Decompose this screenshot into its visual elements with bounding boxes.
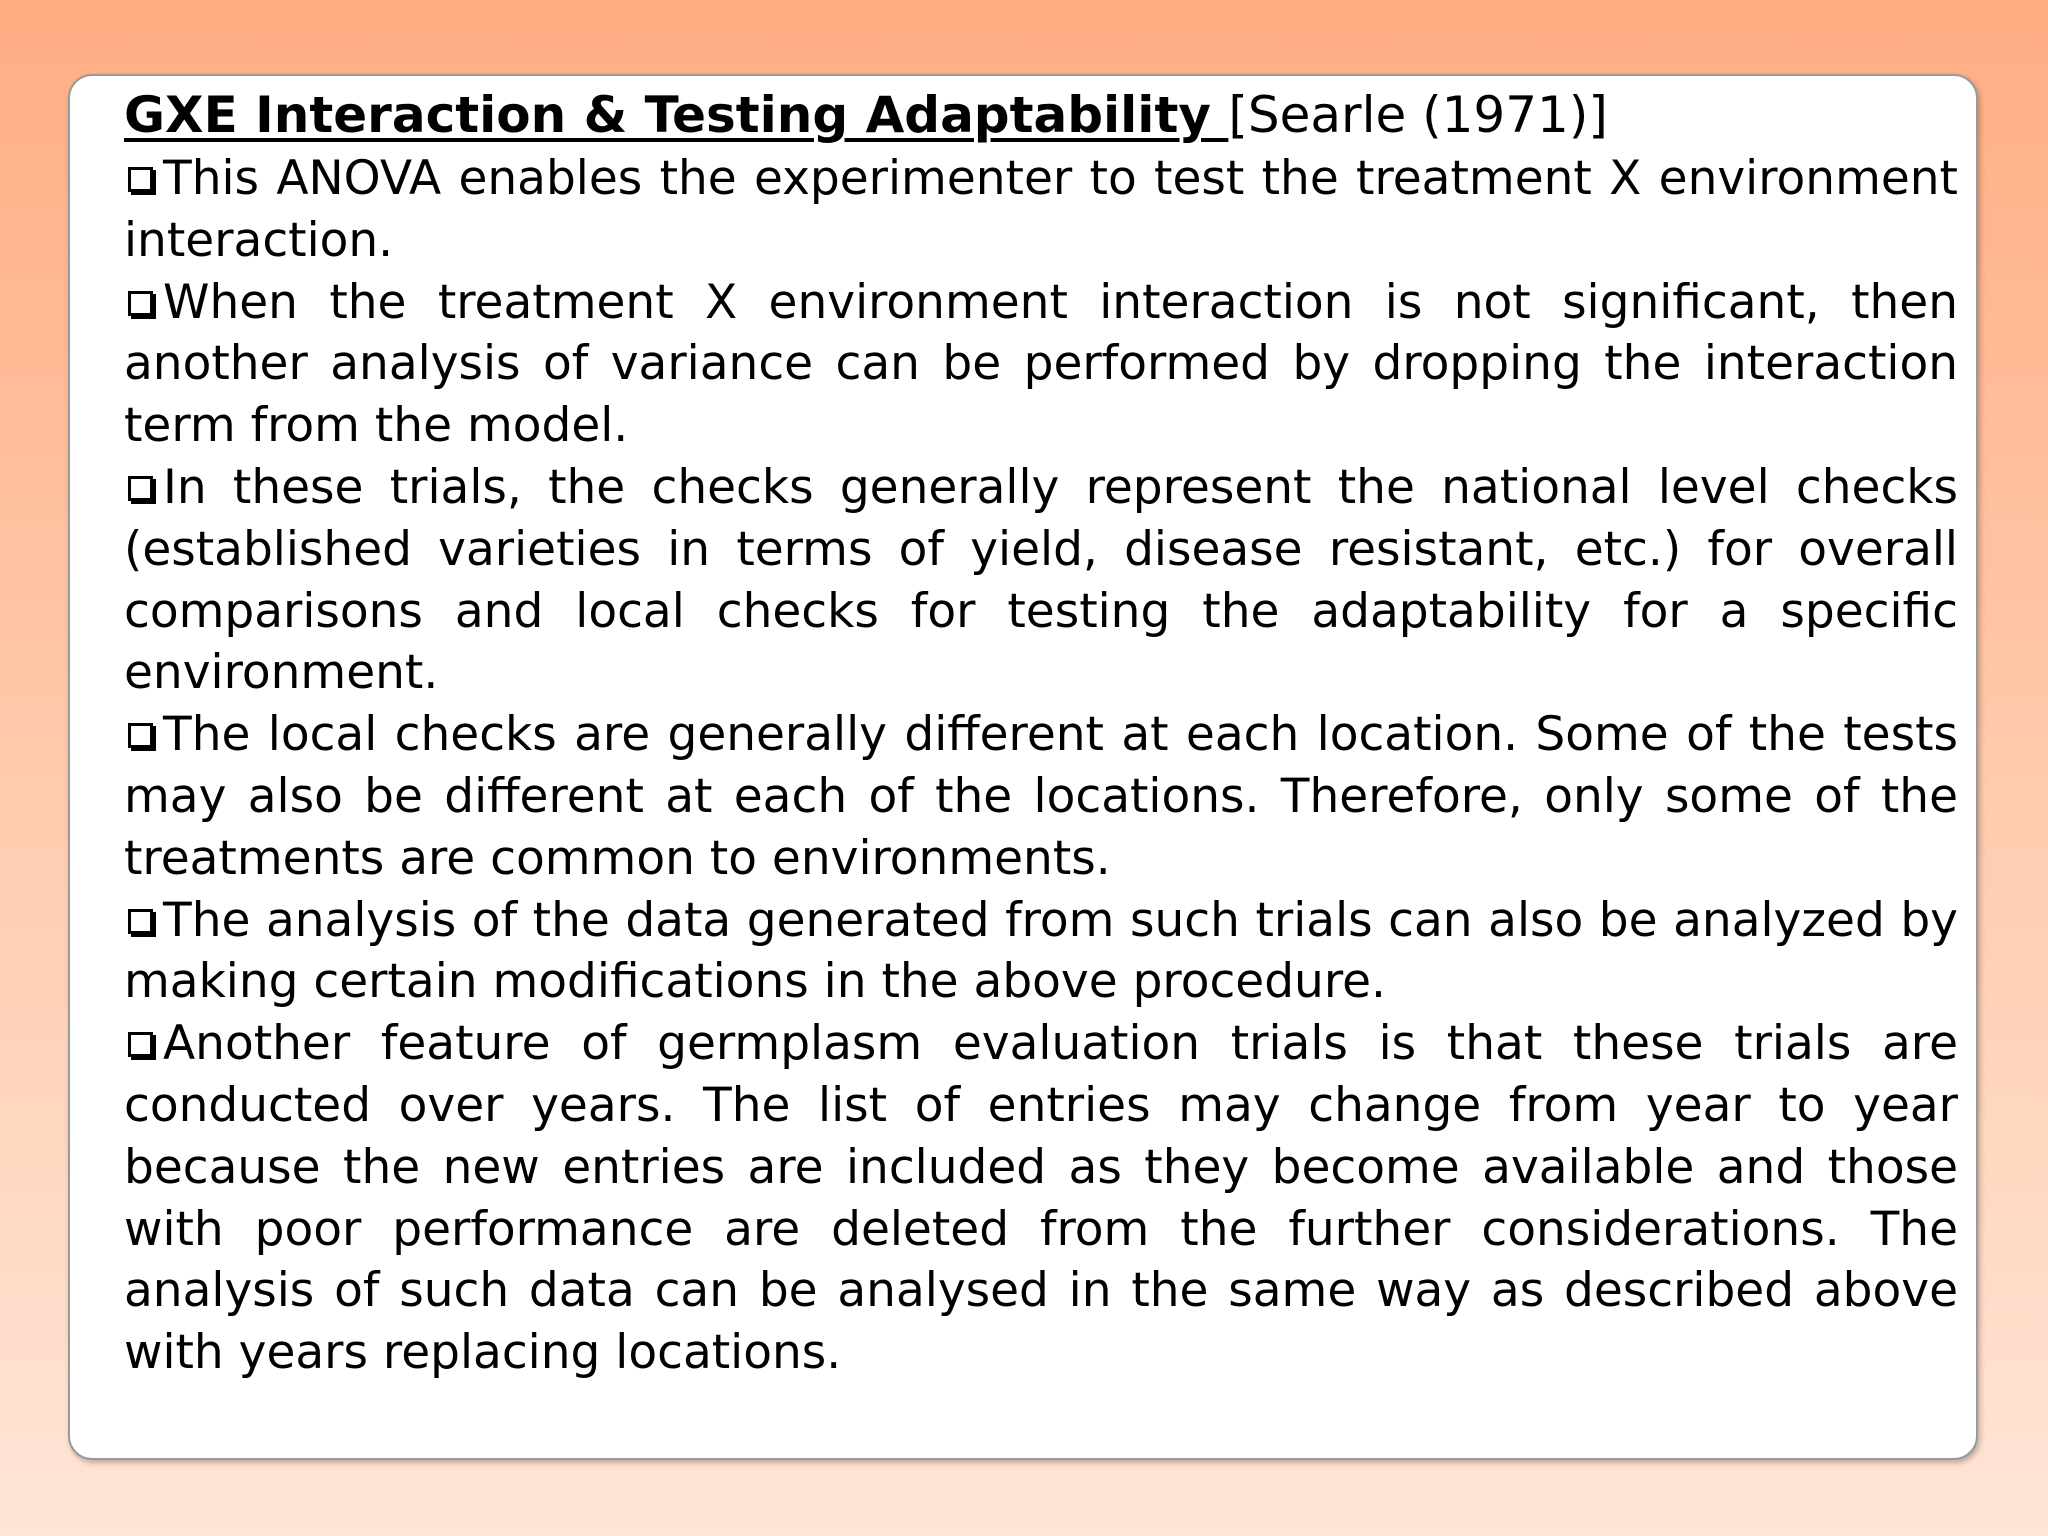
bullet-item-3 — [124, 457, 1958, 704]
slide-content — [124, 82, 1958, 1384]
bullet-text: When the treatment X environment interaction is not significant, then another analysis of variance can be performed by dropping the interaction term from the model. — [124, 274, 1958, 454]
hollow-square-bullet-icon — [128, 909, 153, 934]
bullet-text: The local checks are generally different at each location. Some of the tests may also be different at each of the locations. Therefore, only some of the treatments are common to environments. — [124, 707, 1958, 886]
bullet-item-4 — [124, 704, 1958, 889]
hollow-square-bullet-icon — [128, 723, 153, 748]
bullet-text: The analysis of the data generated from such trials can also be analyzed by making certain modifications in the above procedure. — [124, 892, 1958, 1010]
bullet-item-2 — [124, 272, 1958, 457]
bullet-item-5 — [124, 890, 1958, 1014]
hollow-square-bullet-icon — [128, 476, 153, 501]
hollow-square-bullet-icon — [128, 291, 153, 316]
hollow-square-bullet-icon — [128, 167, 153, 192]
title-text: GXE Interaction & Testing Adaptability — [124, 86, 1229, 144]
bullet-item-1 — [124, 148, 1958, 272]
bullet-text: In these trials, the checks generally represent the national level checks (established varieties in terms of yield, disease resistant, etc.) for overall comparisons and local checks for testing the adaptability for a specific environment. — [124, 459, 1958, 701]
bullet-item-6 — [124, 1013, 1958, 1384]
title-citation: [Searle (1971)] — [1228, 86, 1608, 144]
bullet-text: This ANOVA enables the experimenter to test the treatment X environment interaction. — [124, 151, 1958, 268]
hollow-square-bullet-icon — [128, 1032, 153, 1057]
bullet-text: Another feature of germplasm evaluation trials is that these trials are conducted over years. The list of entries may change from year to year because the new entries are included as they become available and those with poor performance are deleted from the further considerations. The analysis of such data can be analysed in the same way as described above with years replacing locations. — [124, 1016, 1958, 1381]
slide-title — [124, 82, 1958, 148]
